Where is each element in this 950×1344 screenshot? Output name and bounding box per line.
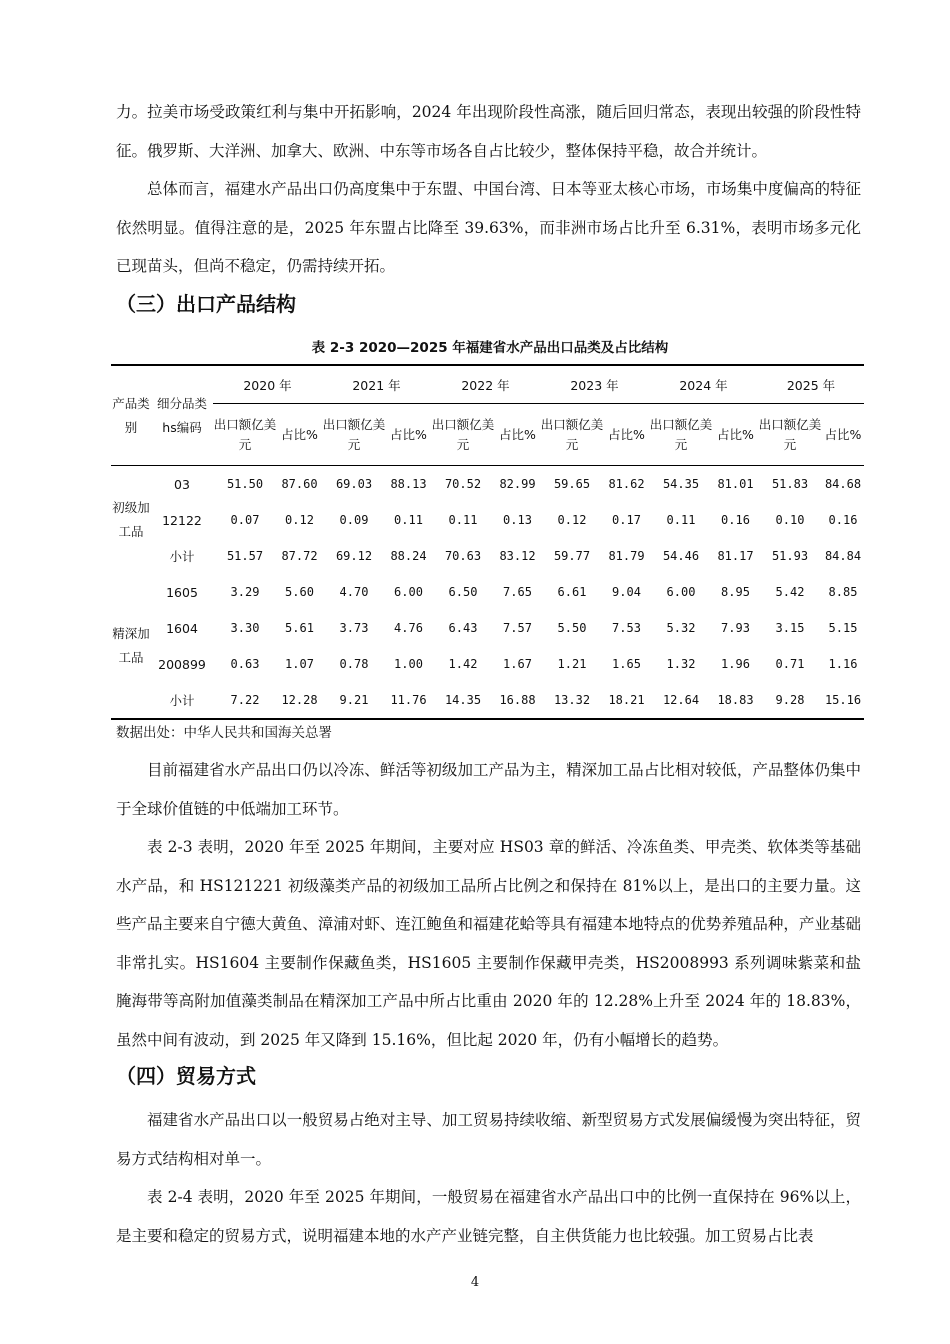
cell-share: 9.04 xyxy=(612,585,641,599)
cell-amount: 3.15 xyxy=(775,621,805,635)
paragraph-table-analysis: 表 2-3 表明，2020 年至 2025 年期间，主要对应 HS03 章的鲜活、冷冻鱼类、甲壳类、软体类等基础水产品，和 HS121221 初级藻类产品的初级加工品所占比例之和保持在 81%以上，是出口的主要力量。这些产品主要来自宁德大黄鱼、漳浦对虾、连江鲍鱼和福建花蛤等具有福建本地特点的优势养殖品种，产业基础非常扎实。HS1604 主要制作保藏鱼类，HS1605 主要制作保藏甲壳类，HS2008993 系列调味紫菜和盐腌海带等高附加值藻类制品在精深加工产品中所占比重由 2020 年的 12.28%上升至 2024 年的 18.83%，虽然中间有波动，到 2025 年又降到 15.16%，但比起 2020 年，仍有小幅增长的趋势。 xyxy=(116,838,861,1049)
cell-share: 82.99 xyxy=(499,477,536,491)
export-structure-table xyxy=(111,364,864,720)
cell-share: 8.85 xyxy=(828,585,858,599)
subheader-amount: 出口额亿美元 xyxy=(758,416,822,452)
cell-share: 87.60 xyxy=(281,477,318,491)
cell-amount: 0.11 xyxy=(666,513,696,527)
header-year-2021: 2021 年 xyxy=(322,365,431,404)
cell-share: 0.13 xyxy=(503,513,532,527)
paragraph-market-summary: 总体而言，福建水产品出口仍高度集中于东盟、中国台湾、日本等亚太核心市场，市场集中度偏高的特征依然明显。值得注意的是，2025 年东盟占比降至 39.63%，而非洲市场占比升至 6.31%，表明市场多元化已现苗头，但尚不稳定，仍需持续开拓。 xyxy=(116,180,861,275)
cell-amount: 5.42 xyxy=(775,585,805,599)
cell-share: 84.84 xyxy=(824,549,862,563)
row-hs-code: 小计 xyxy=(169,549,195,564)
cell-amount: 5.50 xyxy=(557,621,587,635)
cell-share: 18.21 xyxy=(608,693,645,707)
cell-share: 81.01 xyxy=(717,477,754,491)
cell-amount: 70.52 xyxy=(444,477,482,491)
cell-share: 5.60 xyxy=(285,585,314,599)
cell-amount: 6.50 xyxy=(448,585,478,599)
row-hs-code: 12122 xyxy=(162,512,202,528)
paragraph-product-overview: 目前福建省水产品出口仍以冷冻、鲜活等初级加工产品为主，精深加工品占比相对较低，产品整体仍集中于全球价值链的中低端加工环节。 xyxy=(116,761,861,818)
cell-share: 1.96 xyxy=(721,657,750,671)
subheader-amount: 出口额亿美元 xyxy=(322,416,386,452)
cell-share: 5.15 xyxy=(828,621,858,635)
subheader-share: 占比% xyxy=(390,426,427,442)
cell-amount: 0.71 xyxy=(775,657,805,671)
cell-share: 1.67 xyxy=(503,657,532,671)
cell-amount: 51.57 xyxy=(226,549,264,563)
cell-share: 4.76 xyxy=(394,621,423,635)
table-row xyxy=(111,574,864,610)
cell-amount: 14.35 xyxy=(444,693,482,707)
header-year-2024: 2024 年 xyxy=(649,365,758,404)
header-category: 产品类别 xyxy=(112,395,150,435)
cell-share: 83.12 xyxy=(499,549,536,563)
cell-amount: 51.93 xyxy=(771,549,809,563)
cell-amount: 1.21 xyxy=(557,657,587,671)
cell-share: 6.00 xyxy=(394,585,423,599)
row-hs-code: 200899 xyxy=(158,656,206,672)
cell-amount: 6.00 xyxy=(666,585,696,599)
cell-amount: 7.22 xyxy=(230,693,260,707)
cell-amount: 0.11 xyxy=(448,513,478,527)
cell-amount: 51.83 xyxy=(771,477,809,491)
cell-amount: 12.64 xyxy=(662,693,700,707)
cell-share: 81.17 xyxy=(717,549,754,563)
cell-amount: 51.50 xyxy=(226,477,264,491)
cell-share: 88.24 xyxy=(390,549,427,563)
cell-share: 81.79 xyxy=(608,549,645,563)
cell-amount: 0.09 xyxy=(339,513,369,527)
cell-share: 1.00 xyxy=(394,657,423,671)
cell-share: 18.83 xyxy=(717,693,754,707)
cell-amount: 0.78 xyxy=(339,657,369,671)
cell-share: 0.11 xyxy=(394,513,423,527)
header-year-2022: 2022 年 xyxy=(431,365,540,404)
cell-share: 15.16 xyxy=(824,693,862,707)
cell-share: 7.53 xyxy=(612,621,641,635)
cell-amount: 0.10 xyxy=(775,513,805,527)
page-number: 4 xyxy=(470,1275,480,1290)
cell-amount: 5.32 xyxy=(666,621,696,635)
cell-amount: 3.73 xyxy=(339,621,369,635)
cell-amount: 6.43 xyxy=(448,621,478,635)
cell-amount: 54.35 xyxy=(662,477,700,491)
cell-amount: 9.28 xyxy=(775,693,805,707)
subheader-share: 占比% xyxy=(281,426,318,442)
cell-share: 0.17 xyxy=(612,513,641,527)
paragraph-trade-mode-intro: 福建省水产品出口以一般贸易占绝对主导、加工贸易持续收缩、新型贸易方式发展偏缓慢为突出特征，贸易方式结构相对单一。 xyxy=(116,1111,861,1168)
subheader-share: 占比% xyxy=(717,426,754,442)
cell-share: 5.61 xyxy=(285,621,314,635)
header-hs-code: 细分品类hs编码 xyxy=(156,395,207,435)
subheader-share: 占比% xyxy=(608,426,645,442)
row-hs-code: 03 xyxy=(174,476,190,492)
row-hs-code: 1605 xyxy=(166,584,198,600)
subheader-amount: 出口额亿美元 xyxy=(213,416,277,452)
cell-share: 8.95 xyxy=(721,585,750,599)
cell-share: 88.13 xyxy=(390,477,427,491)
cell-share: 0.16 xyxy=(721,513,750,527)
section-heading-product-structure: （三）出口产品结构 xyxy=(116,292,296,316)
cell-amount: 54.46 xyxy=(662,549,700,563)
cell-share: 1.16 xyxy=(828,657,858,671)
cell-amount: 69.12 xyxy=(335,549,373,563)
cell-amount: 1.42 xyxy=(448,657,478,671)
cell-amount: 9.21 xyxy=(339,693,369,707)
subheader-amount: 出口额亿美元 xyxy=(431,416,495,452)
cell-amount: 59.77 xyxy=(553,549,591,563)
cell-amount: 69.03 xyxy=(335,477,373,491)
table-row xyxy=(111,502,864,538)
cell-amount: 0.07 xyxy=(230,513,260,527)
cell-amount: 13.32 xyxy=(553,693,591,707)
row-hs-code: 小计 xyxy=(169,693,195,708)
paragraph-trade-mode-analysis: 表 2-4 表明，2020 年至 2025 年期间，一般贸易在福建省水产品出口中的比例一直保持在 96%以上，是主要和稳定的贸易方式，说明福建本地的水产产业链完整，自主供货能力也比较强。加工贸易占比表 xyxy=(116,1188,861,1245)
section-heading-trade-mode: （四）贸易方式 xyxy=(116,1064,256,1088)
cell-amount: 70.63 xyxy=(444,549,482,563)
cell-share: 7.65 xyxy=(503,585,532,599)
table-caption: 表 2-3 2020—2025 年福建省水产品出口品类及占比结构 xyxy=(311,340,669,356)
cell-share: 81.62 xyxy=(608,477,645,491)
table-row xyxy=(111,610,864,646)
cell-share: 12.28 xyxy=(281,693,318,707)
table-row xyxy=(111,538,864,574)
cell-share: 11.76 xyxy=(390,693,427,707)
table-row xyxy=(111,466,864,503)
table-row xyxy=(111,646,864,682)
cell-share: 84.68 xyxy=(824,477,862,491)
data-source-note: 数据出处：中华人民共和国海关总署 xyxy=(116,725,332,741)
cell-share: 7.93 xyxy=(721,621,750,635)
cell-share: 7.57 xyxy=(503,621,532,635)
row-hs-code: 1604 xyxy=(166,620,198,636)
row-category: 初级加工品 xyxy=(112,500,150,539)
cell-share: 87.72 xyxy=(281,549,318,563)
cell-share: 0.12 xyxy=(285,513,314,527)
cell-amount: 3.30 xyxy=(230,621,260,635)
cell-amount: 1.32 xyxy=(666,657,696,671)
subheader-amount: 出口额亿美元 xyxy=(649,416,713,452)
cell-share: 16.88 xyxy=(499,693,536,707)
subheader-share: 占比% xyxy=(824,426,862,442)
subheader-amount: 出口额亿美元 xyxy=(540,416,604,452)
header-year-2023: 2023 年 xyxy=(540,365,649,404)
cell-amount: 4.70 xyxy=(339,585,369,599)
cell-amount: 59.65 xyxy=(553,477,591,491)
cell-amount: 0.12 xyxy=(557,513,587,527)
table-row xyxy=(111,682,864,719)
subheader-share: 占比% xyxy=(499,426,536,442)
header-year-2025: 2025 年 xyxy=(758,365,864,404)
cell-share: 0.16 xyxy=(828,513,858,527)
row-category: 精深加工品 xyxy=(112,626,150,665)
cell-amount: 0.63 xyxy=(230,657,260,671)
cell-amount: 6.61 xyxy=(557,585,587,599)
cell-share: 1.07 xyxy=(285,657,314,671)
header-year-2020: 2020 年 xyxy=(213,365,322,404)
paragraph-market-1: 力。拉美市场受政策红利与集中开拓影响，2024 年出现阶段性高涨，随后回归常态，表现出较强的阶段性特征。俄罗斯、大洋洲、加拿大、欧洲、中东等市场各自占比较少，整体保持平稳，故合并统计。 xyxy=(116,103,861,160)
cell-amount: 3.29 xyxy=(230,585,260,599)
cell-share: 1.65 xyxy=(612,657,641,671)
